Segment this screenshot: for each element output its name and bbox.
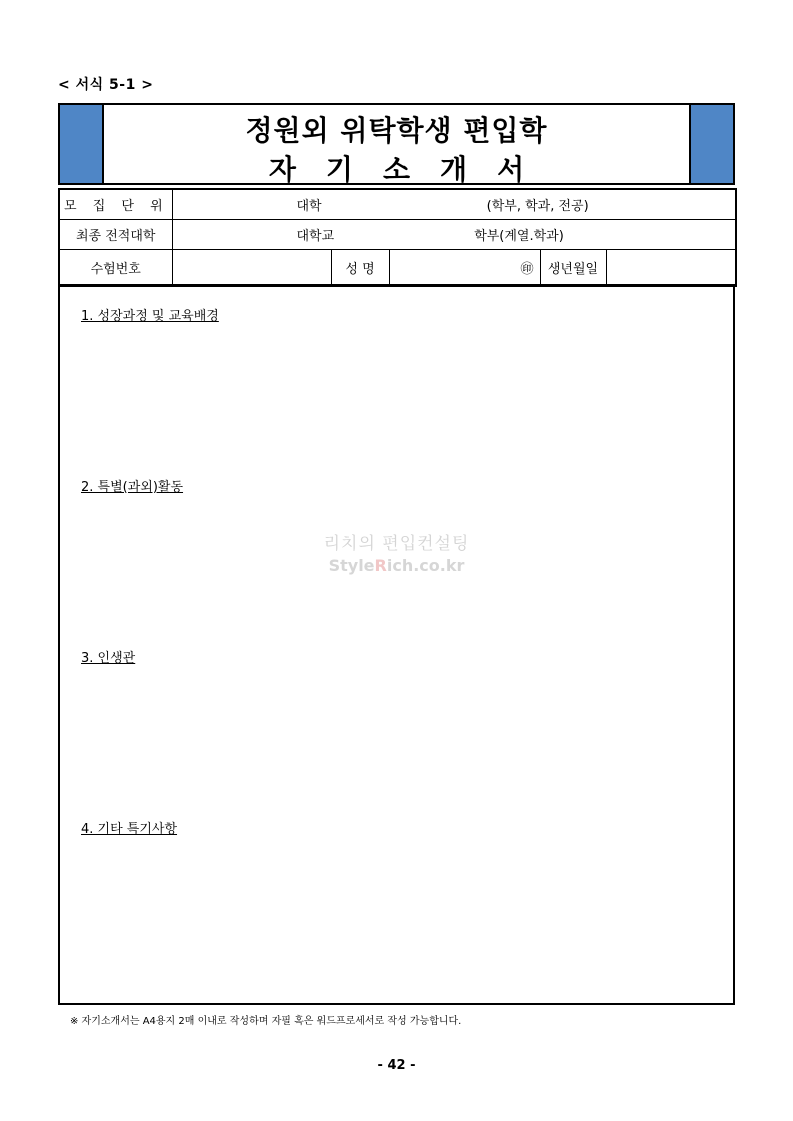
watermark-url-accent: R <box>374 556 387 575</box>
previous-college-field[interactable] <box>172 220 736 250</box>
previous-college-dept-text: 학부(계열.학과) <box>474 229 564 244</box>
document-title: 정원외 위탁학생 편입학 <box>245 114 548 147</box>
page-number: - 42 - <box>377 1058 416 1073</box>
recruit-unit-field[interactable] <box>172 189 736 220</box>
watermark-url-part: ich.co.kr <box>386 556 465 575</box>
section-heading-activities: 2. 특별(과외)활동 <box>81 480 184 495</box>
recruit-unit-label: 모 집 단 위 <box>59 189 172 220</box>
applicant-info-table <box>58 188 737 287</box>
table-row <box>59 250 736 287</box>
exam-number-field[interactable] <box>172 250 331 287</box>
section-heading-growth: 1. 성장과정 및 교육배경 <box>81 309 219 324</box>
table-row <box>59 220 736 250</box>
watermark-url-part: Style <box>328 556 375 575</box>
title-side-block-right <box>689 105 733 183</box>
name-field[interactable] <box>389 250 540 287</box>
title-box <box>58 103 735 185</box>
previous-college-label: 최종 전적대학 <box>59 220 172 250</box>
name-label: 성 명 <box>331 250 389 287</box>
essay-content-box[interactable] <box>58 284 735 1005</box>
table-row <box>59 189 736 220</box>
exam-number-label: 수험번호 <box>59 250 172 287</box>
section-heading-life-view: 3. 인생관 <box>81 651 136 666</box>
watermark-korean-text: 리치의 편입컨설팅 <box>323 534 470 554</box>
previous-college-univ-text: 대학교 <box>296 229 335 244</box>
footnote: ※ 자기소개서는 A4용지 2매 이내로 작성하며 자필 혹은 워드프로세서로 작성 가능합니다. <box>70 1016 462 1027</box>
section-heading-other: 4. 기타 특기사항 <box>81 822 178 837</box>
watermark <box>60 529 733 575</box>
seal-mark: ㊞ <box>520 262 534 277</box>
form-number-label: < 서식 5-1 > <box>58 77 154 93</box>
recruit-unit-dept-text: (학부, 학과, 전공) <box>486 199 589 214</box>
recruit-unit-college-text: 대학 <box>296 199 322 214</box>
watermark-url-text <box>60 556 733 575</box>
birthdate-label: 생년월일 <box>540 250 606 287</box>
birthdate-field[interactable] <box>606 250 736 287</box>
document-subtitle: 자기소개서 <box>268 153 555 186</box>
